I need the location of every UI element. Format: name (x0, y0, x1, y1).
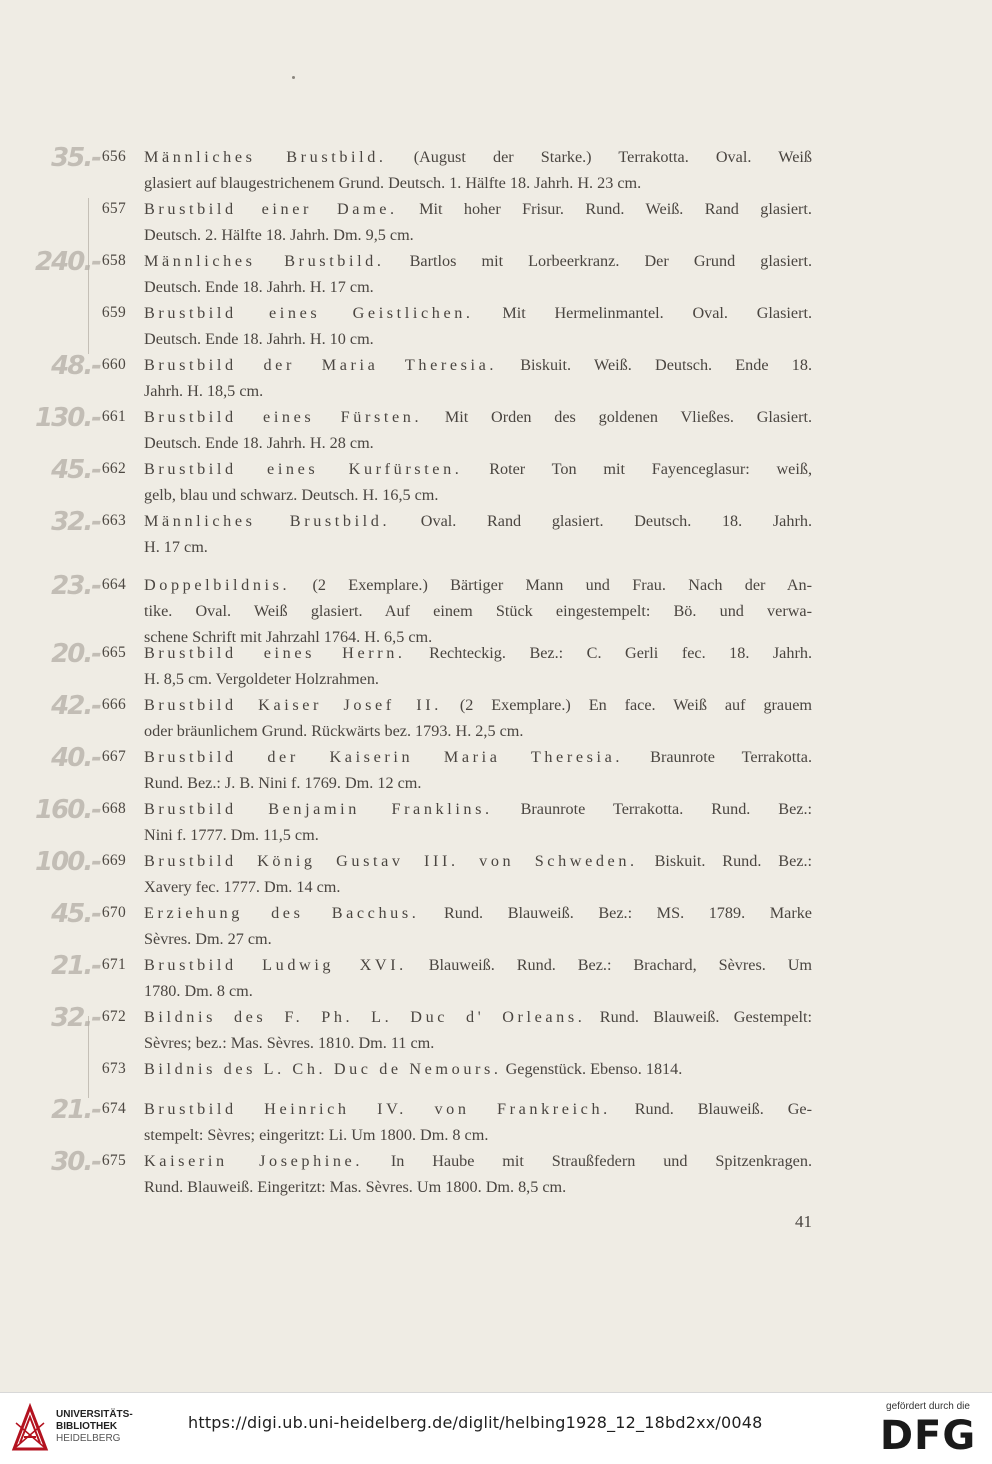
lot-description-line: Rund. Blauweiß. Eingeritzt: Mas. Sèvres. Um 1800. Dm. 8,5 cm. (144, 1178, 567, 1196)
lot-title: Männliches Brustbild. (144, 148, 387, 166)
lot-number: 658 (101, 252, 126, 269)
handwritten-price: 160.- (35, 795, 100, 825)
lot-description-line: Brustbild eines Herrn. Rechteckig. Bez.: C. Gerli fec. 18. Jahrh. (144, 644, 812, 662)
lot-number: 673 (101, 1060, 126, 1077)
lot-number: 664 (101, 576, 126, 593)
lot-description-line: Brustbild Ludwig XVI. Blauweiß. Rund. Bez.: Brachard, Sèvres. Um (144, 956, 812, 974)
lot-title: Brustbild Heinrich IV. von Frankreich. (144, 1100, 611, 1118)
lot-description-line: Brustbild eines Kurfürsten. Roter Ton mit Fayenceglasur: weiß, (144, 460, 812, 478)
lot-description-line: Brustbild eines Geistlichen. Mit Hermelinmantel. Oval. Glasiert. (144, 304, 812, 322)
lot-number: 671 (101, 956, 126, 973)
lot-description-line: Deutsch. Ende 18. Jahrh. H. 10 cm. (144, 330, 374, 348)
lot-title: Brustbild König Gustav III. von Schweden. (144, 852, 638, 870)
handwritten-price: 42.- (51, 691, 100, 721)
handwritten-price: 240.- (35, 247, 100, 277)
handwritten-price: 40.- (51, 743, 100, 773)
lot-number: 657 (101, 200, 126, 217)
lot-description-line: Bildnis des L. Ch. Duc de Nemours. Gegenstück. Ebenso. 1814. (144, 1060, 683, 1078)
lot-number: 659 (101, 304, 126, 321)
lot-description-line: Männliches Brustbild. Oval. Rand glasiert. Deutsch. 18. Jahrh. (144, 512, 812, 530)
lot-description-line: schene Schrift mit Jahrzahl 1764. H. 6,5 cm. (144, 628, 433, 646)
lot-description-line: 1780. Dm. 8 cm. (144, 982, 253, 1000)
lot-description-line: Brustbild eines Fürsten. Mit Orden des goldenen Vließes. Glasiert. (144, 408, 813, 426)
lot-title: Brustbild eines Kurfürsten. (144, 460, 463, 478)
lot-description-line: Rund. Bez.: J. B. Nini f. 1769. Dm. 12 cm. (144, 774, 422, 792)
handwritten-price: 20.- (51, 639, 100, 669)
lot-title: Brustbild Ludwig XVI. (144, 956, 407, 974)
lot-description-line: H. 17 cm. (144, 538, 208, 556)
lot-title: Brustbild eines Herrn. (144, 644, 406, 662)
lot-title: Männliches Brustbild. (144, 252, 385, 270)
lot-description-line: Brustbild König Gustav III. von Schweden. Biskuit. Rund. Bez.: (144, 852, 812, 870)
handwritten-price: 45.- (51, 455, 100, 485)
lot-description-line: Brustbild Benjamin Franklins. Braunrote Terrakotta. Rund. Bez.: (144, 800, 812, 818)
lot-description-line: Brustbild der Maria Theresia. Biskuit. Weiß. Deutsch. Ende 18. (144, 356, 812, 374)
library-line-2: BIBLIOTHEK (56, 1421, 118, 1432)
lot-title: Bildnis des L. Ch. Duc de Nemours. (144, 1060, 502, 1078)
lot-number: 669 (101, 852, 126, 869)
lot-description-line: Sèvres. Dm. 27 cm. (144, 930, 272, 948)
handwritten-price: 45.- (51, 899, 100, 929)
lot-description-line: Sèvres; bez.: Mas. Sèvres. 1810. Dm. 11 cm. (144, 1034, 435, 1052)
lot-title: Brustbild der Kaiserin Maria Theresia. (144, 748, 624, 766)
lot-title: Bildnis des F. Ph. L. Duc d' Orleans. (144, 1008, 586, 1026)
lot-number: 661 (101, 408, 126, 425)
handwritten-price: 100.- (35, 847, 100, 877)
lot-title: Doppelbildnis. (144, 576, 291, 594)
lot-description-line: Deutsch. 2. Hälfte 18. Jahrh. Dm. 9,5 cm. (144, 226, 414, 244)
lot-description-line: tike. Oval. Weiß glasiert. Auf einem Stück eingestempelt: Bö. und verwa- (144, 602, 812, 620)
lot-number: 666 (101, 696, 126, 713)
lot-description-line: Deutsch. Ende 18. Jahrh. H. 17 cm. (144, 278, 374, 296)
lot-description-line: Männliches Brustbild. (August der Starke.) Terrakotta. Oval. Weiß (144, 148, 812, 166)
handwritten-price: 21.- (51, 1095, 100, 1125)
handwritten-price: 35.- (51, 143, 100, 173)
lot-description-line: stempelt: Sèvres; eingeritzt: Li. Um 1800. Dm. 8 cm. (144, 1126, 489, 1144)
lot-description-line: Erziehung des Bacchus. Rund. Blauweiß. Bez.: MS. 1789. Marke (144, 904, 812, 922)
library-name (56, 1409, 133, 1445)
lot-description-line: Männliches Brustbild. Bartlos mit Lorbeerkranz. Der Grund glasiert. (144, 252, 812, 270)
lot-title: Kaiserin Josephine. (144, 1152, 363, 1170)
library-line-3: HEIDELBERG (56, 1433, 121, 1444)
footer-bar (0, 1392, 992, 1464)
funder-text: gefördert durch die (886, 1401, 970, 1412)
lot-title: Männliches Brustbild. (144, 512, 391, 530)
lot-description-line: glasiert auf blaugestrichenem Grund. Deutsch. 1. Hälfte 18. Jahrh. H. 23 cm. (144, 174, 642, 192)
handwritten-price: 32.- (51, 507, 100, 537)
lot-title: Brustbild der Maria Theresia. (144, 356, 498, 374)
lot-title: Brustbild eines Fürsten. (144, 408, 423, 426)
lot-description-line: Xavery fec. 1777. Dm. 14 cm. (144, 878, 341, 896)
handwritten-price: 21.- (51, 951, 100, 981)
lot-number: 656 (101, 148, 126, 165)
lot-title: Brustbild einer Dame. (144, 200, 398, 218)
lot-description-line: H. 8,5 cm. Vergoldeter Holzrahmen. (144, 670, 379, 688)
lot-title: Brustbild eines Geistlichen. (144, 304, 474, 322)
lot-number: 675 (101, 1152, 126, 1169)
lot-description-line: Brustbild der Kaiserin Maria Theresia. Braunrote Terrakotta. (144, 748, 812, 766)
lot-description-line: Nini f. 1777. Dm. 11,5 cm. (144, 826, 319, 844)
lot-description-line: gelb, blau und schwarz. Deutsch. H. 16,5 cm. (144, 486, 439, 504)
lot-number: 674 (101, 1100, 126, 1117)
handwritten-price: 130.- (35, 403, 100, 433)
handwritten-price: 23.- (51, 571, 100, 601)
lot-title: Erziehung des Bacchus. (144, 904, 420, 922)
lot-title: Brustbild Benjamin Franklins. (144, 800, 493, 818)
lot-description-line: Doppelbildnis. (2 Exemplare.) Bärtiger Mann und Frau. Nach der An- (144, 576, 812, 594)
lot-title: Brustbild Kaiser Josef II. (144, 696, 442, 714)
handwritten-price: 48.- (51, 351, 100, 381)
lot-number: 672 (101, 1008, 126, 1025)
dfg-logo: DFG (879, 1413, 977, 1459)
page-number: 41 (795, 1212, 812, 1231)
handwritten-price: 32.- (51, 1003, 100, 1033)
lot-description-line: Brustbild Heinrich IV. von Frankreich. Rund. Blauweiß. Ge- (144, 1100, 812, 1118)
lot-number: 668 (101, 800, 126, 817)
lot-description-line: Brustbild Kaiser Josef II. (2 Exemplare.) En face. Weiß auf grauem (144, 696, 812, 714)
university-seal-icon (10, 1403, 50, 1453)
lot-number: 665 (101, 644, 126, 661)
lot-description-line: Jahrh. H. 18,5 cm. (144, 382, 264, 400)
lot-description-line: Bildnis des F. Ph. L. Duc d' Orleans. Rund. Blauweiß. Gestempelt: (144, 1008, 812, 1026)
permalink-url[interactable]: https://digi.ub.uni-heidelberg.de/diglit/helbing1928_12_18bd2xx/0048 (188, 1413, 763, 1432)
lot-number: 670 (101, 904, 126, 921)
lot-description-line: Deutsch. Ende 18. Jahrh. H. 28 cm. (144, 434, 374, 452)
funder-block (878, 1401, 978, 1458)
library-line-1: UNIVERSITÄTS- (56, 1409, 133, 1420)
lot-description-line: Brustbild einer Dame. Mit hoher Frisur. Rund. Weiß. Rand glasiert. (144, 200, 812, 218)
page-mark (292, 76, 295, 79)
lot-number: 663 (101, 512, 126, 529)
lot-description-line: oder bräunlichem Grund. Rückwärts bez. 1793. H. 2,5 cm. (144, 722, 524, 740)
lot-number: 667 (101, 748, 126, 765)
lot-number: 662 (101, 460, 126, 477)
lot-number: 660 (101, 356, 126, 373)
handwritten-price: 30.- (51, 1147, 100, 1177)
lot-description-line: Kaiserin Josephine. In Haube mit Straußfedern und Spitzenkragen. (144, 1152, 812, 1170)
